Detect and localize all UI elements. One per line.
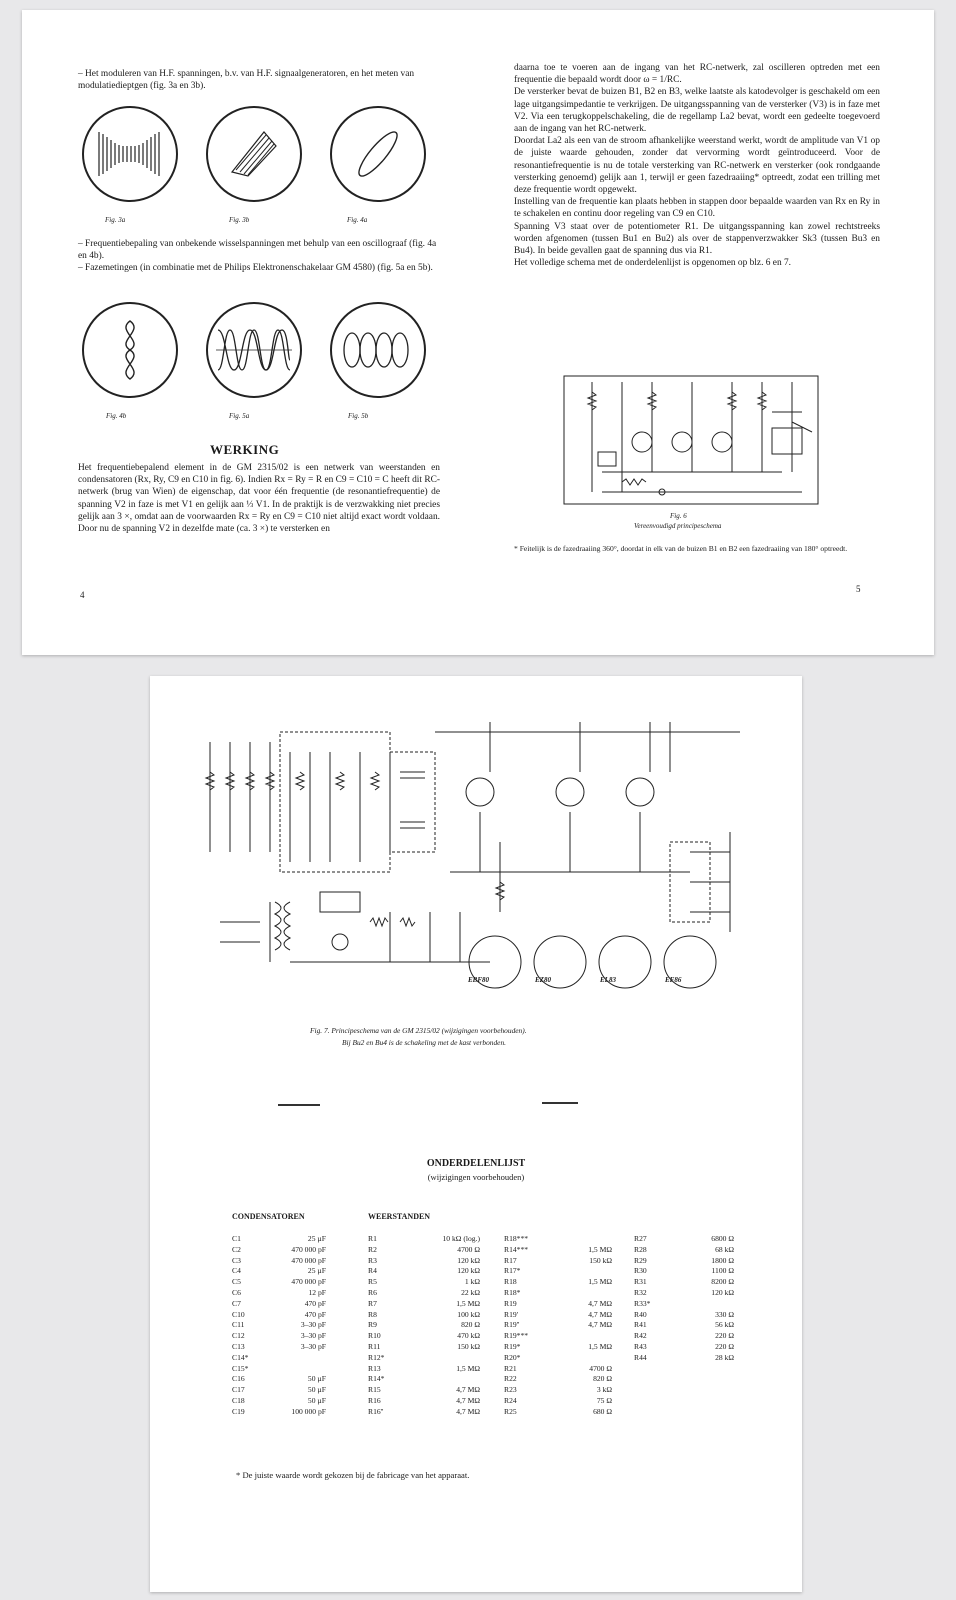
right-paragraph-4: Instelling van de frequentie kan plaats hebben in stappen door bepaalde waarden van Rx en Ry in te schakelen en continu door regeling van C9 en C10. — [514, 197, 880, 220]
part-value: 100 000 pF — [291, 1406, 326, 1416]
parts-list-subtitle: (wijzigingen voorbehouden) — [427, 1172, 525, 1182]
right-paragraph-5: Spanning V3 staat over de potentiometer R1. De uitgangsspanning kan zowel rechtstreeks worden afgenomen (tussen Bu1 en Bu2) als over de stappenverzwakker Sk3 (tussen Bu3 en Bu4). In beide gevallen gaat de spanning dus via R1. — [514, 221, 880, 257]
part-value: 470 pF — [304, 1309, 326, 1319]
parts-row — [634, 1342, 734, 1353]
parts-row — [368, 1299, 480, 1310]
fig-row-2 — [82, 302, 426, 398]
part-value: 3–30 pF — [300, 1331, 326, 1341]
fig-3a-circle — [82, 106, 178, 202]
right-paragraph-6: Het volledige schema met de onderdelenlijst is opgenomen op blz. 6 en 7. — [514, 258, 792, 269]
column-head-condensatoren: CONDENSATOREN — [232, 1212, 305, 1221]
part-value: 4,7 MΩ — [456, 1385, 480, 1395]
part-value: 28 kΩ — [715, 1352, 734, 1362]
parts-row — [232, 1364, 326, 1375]
part-designator: R11 — [368, 1341, 381, 1351]
part-designator: R15 — [368, 1385, 381, 1395]
parts-row — [232, 1374, 326, 1385]
part-designator: R29 — [634, 1255, 647, 1265]
fig-4a-ellipse — [348, 124, 408, 184]
part-designator: R21 — [504, 1363, 517, 1373]
part-value — [266, 1364, 326, 1375]
parts-row — [634, 1310, 734, 1321]
part-value: 470 kΩ — [457, 1331, 480, 1341]
fig-5b-envelope — [340, 330, 416, 370]
column-head-weerstanden: WEERSTANDEN — [368, 1212, 431, 1221]
part-value — [544, 1331, 612, 1342]
parts-row — [368, 1353, 480, 1364]
part-value: 820 Ω — [461, 1320, 480, 1330]
right-paragraph-1: daarna toe te voeren aan de ingang van het RC-netwerk, zal oscilleren optreden met een frequentie die bepaald wordt door ω = 1/RC. — [514, 63, 880, 86]
parts-row — [368, 1407, 480, 1418]
parts-row — [504, 1385, 612, 1396]
right-footnote — [514, 544, 880, 554]
part-value: 10 kΩ (log.) — [442, 1234, 480, 1243]
tube-label-el83: EL83 — [600, 976, 616, 984]
parts-row — [504, 1342, 612, 1353]
part-designator: R19 — [504, 1298, 517, 1308]
fig-5a-circle — [206, 302, 302, 398]
part-designator: C19 — [232, 1406, 245, 1416]
fig-3a-waveform — [95, 124, 165, 184]
part-value: 4,7 MΩ — [588, 1320, 612, 1330]
part-designator: C15* — [232, 1363, 249, 1373]
parts-row — [634, 1277, 734, 1288]
part-designator: R1 — [368, 1234, 377, 1243]
part-value: 3–30 pF — [300, 1320, 326, 1330]
parts-row — [634, 1320, 734, 1331]
fig-5b-caption: Fig. 5b — [348, 412, 369, 420]
part-designator: C6 — [232, 1287, 241, 1297]
right-paragraph-3: Doordat La2 als een van de stroom afhankelijke weerstand werkt, wordt de amplitude van V1 op de juiste waarde gehouden, zonder dat vervorming wordt geïntroduceerd. Voor de resonantiefrequentie is nu de totale versterking van RC-netwerk en versterker (ook rondgaande versterking genoemd) gelijk aan 1, terwijl er geen fazedraaiing* optreedt, zodat een trilling met deze frequentie wordt opgewekt. — [514, 136, 880, 196]
part-designator: R4 — [368, 1266, 377, 1276]
part-designator: R3 — [368, 1255, 377, 1265]
tube-label-ez80: EZ80 — [535, 976, 551, 984]
parts-row — [504, 1396, 612, 1407]
fig-3b-caption: Fig. 3b — [229, 216, 250, 224]
weerstanden-list-a — [368, 1234, 480, 1418]
bullet-modulating: – Het moduleren van H.F. spanningen, b.v. van H.F. signaalgeneratoren, en het meten van modulatiedieptgen (fig. 3a en 3b). — [78, 69, 415, 92]
werking-paragraph: Het frequentiebepalend element in de GM 2315/02 is een netwerk van weerstanden en condensatoren (Rx, Ry, C9 en C10 in fig. 6). Indien Rx = Ry = R en C9 = C10 = C heeft dit RC-netwerk (brug van Wien) de eigenschap, dat voor één frequentie (de resonantiefrequentie) de spanning V2 in faze is met V1 en gelijk aan ⅓ V1. In de praktijk is de verzwakking niet precies gelijk aan 3 ×, omdat aan de voorwaarden Rx = Ry en C9 = C10 niet altijd exact wordt voldaan. Door nu de spanning V2 in dezelfde mate (ca. 3 ×) te versterken en — [78, 463, 440, 535]
part-value: 4,7 MΩ — [588, 1309, 612, 1319]
parts-row — [504, 1234, 612, 1245]
part-designator: R33* — [634, 1298, 651, 1308]
part-value — [408, 1353, 480, 1364]
part-value: 120 kΩ — [711, 1287, 734, 1297]
part-value: 4,7 MΩ — [588, 1298, 612, 1308]
part-designator: R27 — [634, 1234, 647, 1243]
part-designator: R44 — [634, 1352, 647, 1362]
parts-row — [232, 1342, 326, 1353]
parts-row — [634, 1331, 734, 1342]
part-designator: R14* — [368, 1374, 385, 1384]
parts-row — [232, 1245, 326, 1256]
parts-row — [368, 1245, 480, 1256]
part-value: 50 µF — [307, 1385, 326, 1395]
parts-row — [232, 1277, 326, 1288]
fig-4a-circle — [330, 106, 426, 202]
condensatoren-list — [232, 1234, 326, 1418]
parts-row — [634, 1234, 734, 1245]
tube-label-ef86: EF86 — [665, 976, 682, 984]
fig-5a-caption: Fig. 5a — [229, 412, 250, 420]
parts-row — [232, 1234, 326, 1245]
part-designator: R40 — [634, 1309, 647, 1319]
part-designator: R13 — [368, 1363, 381, 1373]
part-value: 470 000 pF — [291, 1277, 326, 1287]
part-value: 12 pF — [308, 1287, 326, 1297]
part-designator: R23 — [504, 1385, 517, 1395]
part-designator: R17* — [504, 1266, 521, 1276]
part-designator: C18 — [232, 1395, 245, 1405]
part-value: 68 kΩ — [715, 1244, 734, 1254]
parts-row — [232, 1353, 326, 1364]
part-designator: C13 — [232, 1341, 245, 1351]
scan-mark-1 — [278, 1104, 320, 1106]
parts-row — [232, 1385, 326, 1396]
part-designator: R19' — [504, 1309, 519, 1319]
part-designator: R19'' — [504, 1320, 520, 1330]
part-value: 1100 Ω — [711, 1266, 734, 1276]
parts-row — [232, 1299, 326, 1310]
fig-5b-circle — [330, 302, 426, 398]
part-designator: R42 — [634, 1331, 647, 1341]
parts-row — [368, 1342, 480, 1353]
parts-row — [232, 1331, 326, 1342]
part-value: 120 kΩ — [457, 1266, 480, 1276]
fig-6-schematic — [562, 372, 822, 508]
part-value: 820 Ω — [593, 1374, 612, 1384]
part-designator: C12 — [232, 1331, 245, 1341]
parts-row — [634, 1288, 734, 1299]
part-designator: C14* — [232, 1352, 249, 1362]
part-designator: R24 — [504, 1395, 517, 1405]
part-value: 1,5 MΩ — [588, 1277, 612, 1287]
parts-row — [232, 1407, 326, 1418]
part-designator: R5 — [368, 1277, 377, 1287]
part-value: 25 µF — [307, 1266, 326, 1276]
part-designator: C7 — [232, 1298, 241, 1308]
part-designator: R18*** — [504, 1234, 529, 1243]
fig-5a-sinewave — [216, 320, 292, 380]
part-value: 50 µF — [307, 1395, 326, 1405]
fig-4b-lissajous — [110, 317, 150, 383]
part-value — [544, 1234, 612, 1245]
parts-row — [504, 1331, 612, 1342]
fig-6-caption: Vereenvoudigd principeschema — [634, 522, 722, 530]
parts-row — [504, 1299, 612, 1310]
part-designator: C1 — [232, 1234, 241, 1243]
parts-list-footnote: * De juiste waarde wordt gekozen bij de fabricage van het apparaat. — [236, 1470, 470, 1480]
part-designator: R19*** — [504, 1331, 529, 1341]
parts-row — [504, 1310, 612, 1321]
page-number-left: 4 — [80, 590, 85, 600]
part-designator: R8 — [368, 1309, 377, 1319]
part-designator: R22 — [504, 1374, 517, 1384]
part-value: 120 kΩ — [457, 1255, 480, 1265]
parts-row — [504, 1256, 612, 1267]
parts-row — [634, 1299, 734, 1310]
page-schematic-partslist — [150, 676, 802, 1592]
part-value: 1,5 MΩ — [588, 1341, 612, 1351]
fig-4a-caption: Fig. 4a — [347, 216, 368, 224]
part-designator: R9 — [368, 1320, 377, 1330]
part-value: 22 kΩ — [461, 1287, 480, 1297]
part-designator: R25 — [504, 1406, 517, 1416]
part-designator: R14*** — [504, 1244, 529, 1254]
part-value: 3 kΩ — [596, 1385, 612, 1395]
parts-row — [232, 1288, 326, 1299]
parts-row — [634, 1256, 734, 1267]
left-page-bullets-2 — [78, 238, 440, 275]
fig-row-1 — [82, 106, 426, 202]
part-designator: R12* — [368, 1352, 385, 1362]
parts-row — [634, 1353, 734, 1364]
parts-row — [368, 1256, 480, 1267]
parts-row — [368, 1266, 480, 1277]
fig-7-schematic — [200, 712, 760, 1008]
part-designator: R31 — [634, 1277, 647, 1287]
parts-row — [368, 1385, 480, 1396]
parts-row — [504, 1407, 612, 1418]
part-value: 680 Ω — [593, 1406, 612, 1416]
parts-row — [368, 1396, 480, 1407]
part-value: 470 000 pF — [291, 1255, 326, 1265]
part-value: 4,7 MΩ — [456, 1406, 480, 1416]
part-value: 100 kΩ — [457, 1309, 480, 1319]
part-designator: R17 — [504, 1255, 517, 1265]
part-designator: C16 — [232, 1374, 245, 1384]
part-value: 4700 Ω — [589, 1363, 612, 1373]
part-designator: C5 — [232, 1277, 241, 1287]
parts-row — [368, 1364, 480, 1375]
part-value: 1 kΩ — [464, 1277, 480, 1287]
parts-row — [504, 1374, 612, 1385]
part-value: 3–30 pF — [300, 1341, 326, 1351]
part-value — [408, 1374, 480, 1385]
footnote-phase: * Feitelijk is de fazedraaiing 360°, doordat in elk van de buizen B1 en B2 een fazedraaiing van 180° optreedt. — [514, 544, 848, 553]
part-designator: R41 — [634, 1320, 647, 1330]
part-designator: R18* — [504, 1287, 521, 1297]
part-designator: C2 — [232, 1244, 241, 1254]
parts-row — [504, 1277, 612, 1288]
fig-7-caption-2: Bij Bu2 en Bu4 is de schakeling met de kast verbonden. — [342, 1038, 506, 1047]
part-value — [544, 1288, 612, 1299]
fig-3b-trapezoid — [224, 124, 284, 184]
parts-row — [232, 1320, 326, 1331]
part-designator: R7 — [368, 1298, 377, 1308]
fig-3a-caption: Fig. 3a — [105, 216, 126, 224]
right-paragraph-2: De versterker bevat de buizen B1, B2 en B3, welke laatste als katodevolger is geschakeld om een lage uitgangsimpedantie te verkrijgen. De uitgangsspanning van de versterker (V3) is in faze met V2. Via een terugkoppelschakeling, die de regellamp La2 bevat, wordt een gedeelte toegevoerd aan de ingang van het RC-netwerk. — [514, 87, 880, 135]
part-designator: C10 — [232, 1309, 245, 1319]
parts-row — [368, 1320, 480, 1331]
parts-row — [232, 1396, 326, 1407]
parts-row — [504, 1364, 612, 1375]
part-designator: C17 — [232, 1385, 245, 1395]
parts-row — [504, 1353, 612, 1364]
part-value — [674, 1299, 734, 1310]
part-designator: R28 — [634, 1244, 647, 1254]
part-designator: R18 — [504, 1277, 517, 1287]
parts-row — [368, 1331, 480, 1342]
parts-row — [504, 1288, 612, 1299]
bullet-phase: – Fazemetingen (in combinatie met de Philips Elektronenschakelaar GM 4580) (fig. 5a en 5b). — [78, 263, 433, 274]
part-value: 1800 Ω — [711, 1255, 734, 1265]
part-designator: R16 — [368, 1395, 381, 1405]
page-spread-4-5 — [22, 10, 934, 655]
part-designator: R43 — [634, 1341, 647, 1351]
part-value — [266, 1353, 326, 1364]
weerstanden-list-c — [634, 1234, 734, 1364]
part-value: 1,5 MΩ — [456, 1298, 480, 1308]
part-value: 1,5 MΩ — [588, 1244, 612, 1254]
parts-row — [634, 1266, 734, 1277]
fig-4b-caption: Fig. 4b — [106, 412, 127, 420]
parts-row — [368, 1310, 480, 1321]
part-designator: R20* — [504, 1352, 521, 1362]
right-page-text — [514, 62, 880, 269]
bullet-frequency: – Frequentiebepaling van onbekende wisselspanningen met behulp van een oscillograaf (fig. 4a en 4b). — [78, 239, 437, 262]
part-value: 330 Ω — [715, 1309, 734, 1319]
part-value: 470 000 pF — [291, 1244, 326, 1254]
scan-mark-2 — [542, 1102, 578, 1104]
parts-row — [368, 1288, 480, 1299]
tube-label-ebf80: EBF80 — [468, 976, 490, 984]
part-value — [544, 1266, 612, 1277]
part-designator: R19* — [504, 1341, 521, 1351]
parts-row — [504, 1245, 612, 1256]
section-heading-werking: WERKING — [210, 442, 280, 457]
fig-3b-circle — [206, 106, 302, 202]
page-number-right: 5 — [856, 584, 861, 594]
weerstanden-list-b — [504, 1234, 612, 1418]
part-designator: R16'' — [368, 1406, 384, 1416]
part-value: 56 kΩ — [715, 1320, 734, 1330]
fig-6-label: Fig. 6 — [670, 512, 687, 520]
part-value: 1,5 MΩ — [456, 1363, 480, 1373]
part-value: 470 pF — [304, 1298, 326, 1308]
parts-row — [232, 1266, 326, 1277]
part-value: 25 µF — [307, 1234, 326, 1243]
part-designator: R32 — [634, 1287, 647, 1297]
part-value: 220 Ω — [715, 1341, 734, 1351]
part-designator: R10 — [368, 1331, 381, 1341]
parts-row — [504, 1266, 612, 1277]
part-designator: R30 — [634, 1266, 647, 1276]
part-value: 4,7 MΩ — [456, 1395, 480, 1405]
part-value — [544, 1353, 612, 1364]
part-value: 150 kΩ — [457, 1341, 480, 1351]
part-designator: C3 — [232, 1255, 241, 1265]
werking-body — [78, 462, 440, 535]
part-value: 6800 Ω — [711, 1234, 734, 1243]
parts-list-title: ONDERDELENLIJST — [426, 1158, 526, 1169]
fig-4b-circle — [82, 302, 178, 398]
parts-row — [504, 1320, 612, 1331]
parts-row — [232, 1310, 326, 1321]
parts-row — [232, 1256, 326, 1267]
part-designator: C11 — [232, 1320, 245, 1330]
parts-row — [634, 1245, 734, 1256]
left-page-bullets — [78, 68, 440, 92]
part-designator: R6 — [368, 1287, 377, 1297]
part-designator: R2 — [368, 1244, 377, 1254]
parts-row — [368, 1374, 480, 1385]
part-designator: C4 — [232, 1266, 241, 1276]
part-value: 50 µF — [307, 1374, 326, 1384]
part-value: 220 Ω — [715, 1331, 734, 1341]
parts-row — [368, 1277, 480, 1288]
fig-7-caption-1: Fig. 7. Principeschema van de GM 2315/02 (wijzigingen voorbehouden). — [310, 1026, 527, 1035]
part-value: 8200 Ω — [711, 1277, 734, 1287]
part-value: 150 kΩ — [589, 1255, 612, 1265]
parts-row — [368, 1234, 480, 1245]
part-value: 4700 Ω — [457, 1244, 480, 1254]
part-value: 75 Ω — [596, 1395, 612, 1405]
